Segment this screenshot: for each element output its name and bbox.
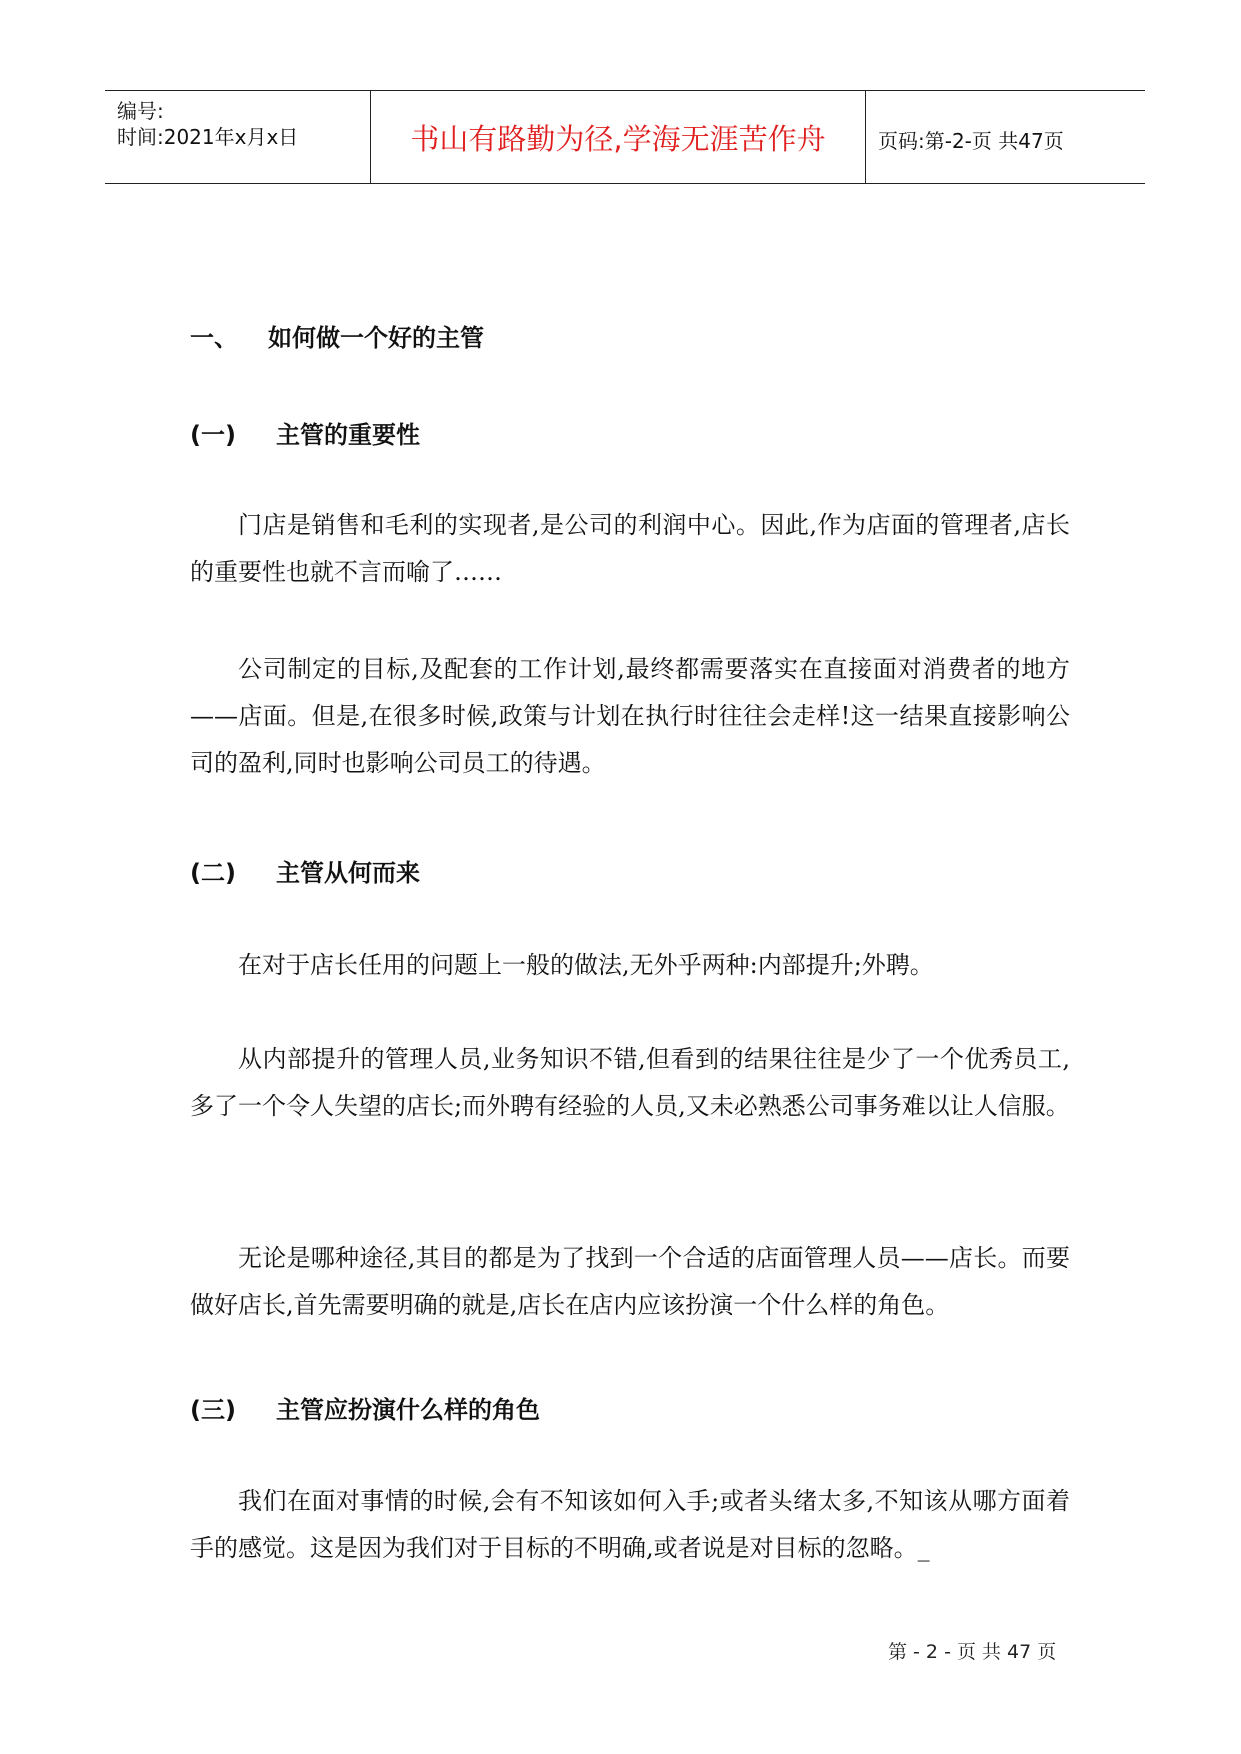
section-heading xyxy=(190,318,484,353)
header-motto: 书山有路勤为径,学海无涯苦作舟 xyxy=(410,122,826,156)
document-time-label: 时间:2021年x月x日 xyxy=(117,125,299,149)
subsection-number: (三) xyxy=(190,1396,236,1424)
subsection-title: 主管的重要性 xyxy=(276,421,420,449)
paragraph-2: 公司制定的目标,及配套的工作计划,最终都需要落实在直接面对消费者的地方——店面。但是,在很多时候,政策与计划在执行时往往会走样!这一结果直接影响公司的盈利,同时也影响公司员工的待遇。 xyxy=(190,655,1070,777)
subsection-heading-1 xyxy=(190,415,420,450)
paragraph-3: 在对于店长任用的问题上一般的做法,无外乎两种:内部提升;外聘。 xyxy=(238,951,934,979)
subsection-title: 主管从何而来 xyxy=(276,859,420,887)
page-header xyxy=(105,90,1145,184)
paragraph-4: 从内部提升的管理人员,业务知识不错,但看到的结果往往是少了一个优秀员工,多了一个令人失望的店长;而外聘有经验的人员,又未必熟悉公司事务难以让人信服。 xyxy=(190,1045,1070,1120)
subsection-heading-3 xyxy=(190,1390,540,1425)
subsection-heading-2 xyxy=(190,853,420,888)
header-page-info: 页码:第-2-页 共47页 xyxy=(878,129,1064,153)
section-title: 如何做一个好的主管 xyxy=(268,324,484,352)
paragraph-6: 我们在面对事情的时候,会有不知该如何入手;或者头绪太多,不知该从哪方面着手的感觉。这是因为我们对于目标的不明确,或者说是对目标的忽略。_ xyxy=(190,1487,1070,1562)
header-motto-cell xyxy=(371,91,866,183)
paragraph-5: 无论是哪种途径,其目的都是为了找到一个合适的店面管理人员——店长。而要做好店长,首先需要明确的就是,店长在店内应该扮演一个什么样的角色。 xyxy=(190,1244,1070,1319)
page-footer: 第 - 2 - 页 共 47 页 xyxy=(888,1641,1057,1663)
paragraph-1: 门店是销售和毛利的实现者,是公司的利润中心。因此,作为店面的管理者,店长的重要性也就不言而喻了…… xyxy=(190,511,1070,586)
document-number-label: 编号: xyxy=(117,99,164,123)
subsection-number: (二) xyxy=(190,859,236,887)
section-number: 一、 xyxy=(190,324,238,352)
subsection-title: 主管应扮演什么样的角色 xyxy=(276,1396,540,1424)
header-info-cell xyxy=(105,91,371,183)
header-page-cell xyxy=(866,91,1145,183)
subsection-number: (一) xyxy=(190,421,236,449)
